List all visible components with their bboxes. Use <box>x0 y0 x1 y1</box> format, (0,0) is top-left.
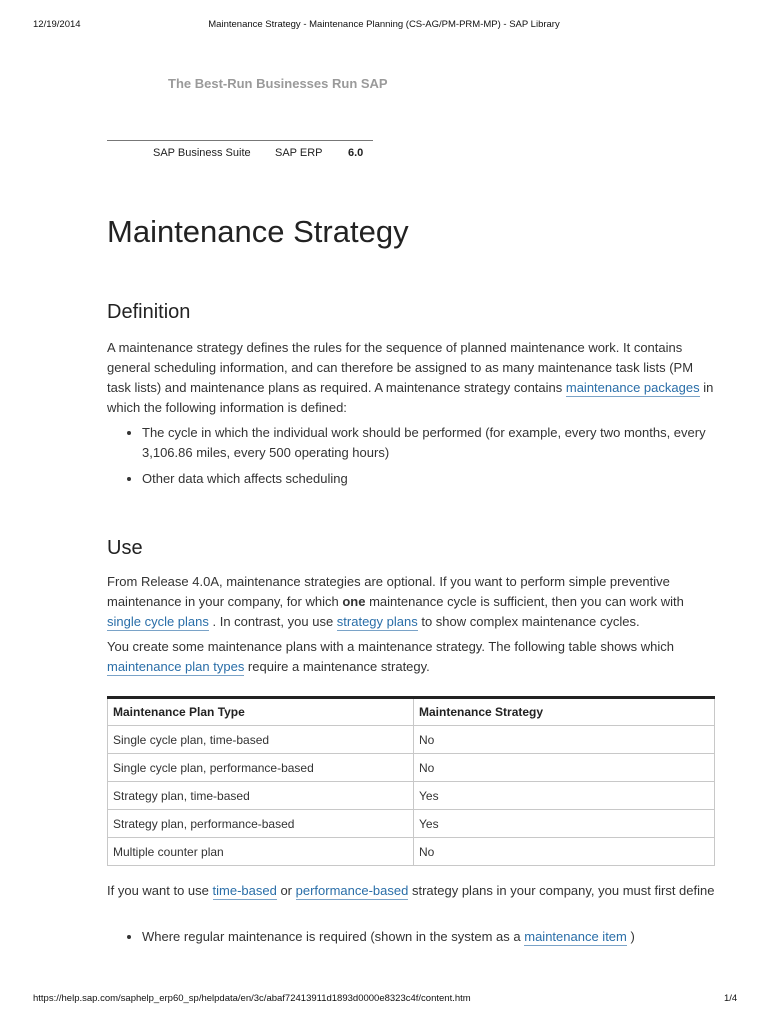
table-cell-plan-type: Single cycle plan, time-based <box>108 726 414 754</box>
use-bullet-text-a: Where regular maintenance is required (shown in the system as a <box>142 929 525 944</box>
definition-bullet-cycle: • The cycle in which the individual work should be performed (for example, every two months, every 3,106.86 miles, every 500 operating hours) <box>142 423 715 463</box>
table-row <box>108 726 715 754</box>
table-row <box>108 838 715 866</box>
table-cell-plan-type: Strategy plan, time-based <box>108 782 414 810</box>
table-cell-plan-type: Multiple counter plan <box>108 838 414 866</box>
table-row <box>108 782 715 810</box>
product-suite-label: SAP Business Suite <box>153 147 251 159</box>
print-page-number: 1/4 <box>724 993 738 1004</box>
use-heading: Use <box>107 537 143 559</box>
use-paragraph-1 <box>107 572 715 632</box>
page-title: Maintenance Strategy <box>107 214 409 249</box>
maintenance-plan-types-link[interactable]: maintenance plan types <box>107 659 245 674</box>
definition-bullet-list <box>107 423 715 495</box>
definition-bullet-scheduling: • Other data which affects scheduling <box>142 469 715 489</box>
sap-tagline: The Best-Run Businesses Run SAP <box>168 76 388 91</box>
maintenance-item-link[interactable]: maintenance item <box>524 929 627 944</box>
use-paragraph-2 <box>107 637 715 677</box>
use-p1-text-b: maintenance cycle is sufficient, then you can work with <box>365 594 684 609</box>
use-p1-text-d: to show complex maintenance cycles. <box>417 614 640 629</box>
single-cycle-plans-link[interactable]: single cycle plans <box>107 614 209 629</box>
use-bullet-text-b: ) <box>626 929 635 944</box>
definition-heading: Definition <box>107 301 191 323</box>
table-cell-strategy: No <box>414 838 715 866</box>
table-cell-plan-type: Strategy plan, performance-based <box>108 810 414 838</box>
use-p3-text-c: strategy plans in your company, you must first define <box>408 883 715 898</box>
plan-type-table <box>107 696 715 866</box>
use-paragraph-3 <box>107 881 715 901</box>
maintenance-packages-link[interactable]: maintenance packages <box>565 380 700 395</box>
definition-paragraph <box>107 338 715 418</box>
use-p1-text-a: From Release 4.0A, maintenance strategies are optional. If you want to perform simple preventive maintenance in your company, for which <box>107 574 670 609</box>
column-header-strategy: Maintenance Strategy <box>414 698 715 726</box>
table-cell-plan-type: Single cycle plan, performance-based <box>108 754 414 782</box>
table-cell-strategy: No <box>414 754 715 782</box>
print-date: 12/19/2014 <box>33 19 81 30</box>
table-row <box>108 810 715 838</box>
time-based-link[interactable]: time-based <box>212 883 277 898</box>
use-bullet-maintenance-item <box>142 927 715 947</box>
table-row <box>108 754 715 782</box>
use-p3-text-b: or <box>276 883 296 898</box>
brand-divider <box>107 140 373 141</box>
table-cell-strategy: Yes <box>414 810 715 838</box>
use-bullet-list <box>107 927 715 953</box>
table-cell-strategy: Yes <box>414 782 715 810</box>
column-header-plan-type: Maintenance Plan Type <box>108 698 414 726</box>
definition-text: A maintenance strategy defines the rules for the sequence of planned maintenance work. It contains general scheduling information, and can therefore be assigned to as many maintenance task lists (PM task lists) and maintenance plans as required. A maintenance strategy contains <box>107 340 694 395</box>
use-p1-bold: one <box>342 594 366 609</box>
product-erp-label: SAP ERP <box>275 147 323 159</box>
table-cell-strategy: No <box>414 726 715 754</box>
definition-text-end: in which the following information is defined: <box>107 380 714 415</box>
print-doc-title: Maintenance Strategy - Maintenance Planning (CS-AG/PM-PRM-MP) - SAP Library <box>208 19 560 30</box>
performance-based-link[interactable]: performance-based <box>295 883 409 898</box>
use-p2-text-b: require a maintenance strategy. <box>244 659 430 674</box>
use-p2-text-a: You create some maintenance plans with a maintenance strategy. The following table shows which <box>107 639 675 654</box>
strategy-plans-link[interactable]: strategy plans <box>336 614 418 629</box>
product-version-label: 6.0 <box>348 147 364 159</box>
use-p1-text-c: . In contrast, you use <box>208 614 337 629</box>
print-url: https://help.sap.com/saphelp_erp60_sp/helpdata/en/3c/abaf72413911d1893d0000e8323c4f/content.htm <box>33 993 471 1004</box>
use-p3-text-a: If you want to use <box>107 883 213 898</box>
table-header-row <box>108 698 715 726</box>
